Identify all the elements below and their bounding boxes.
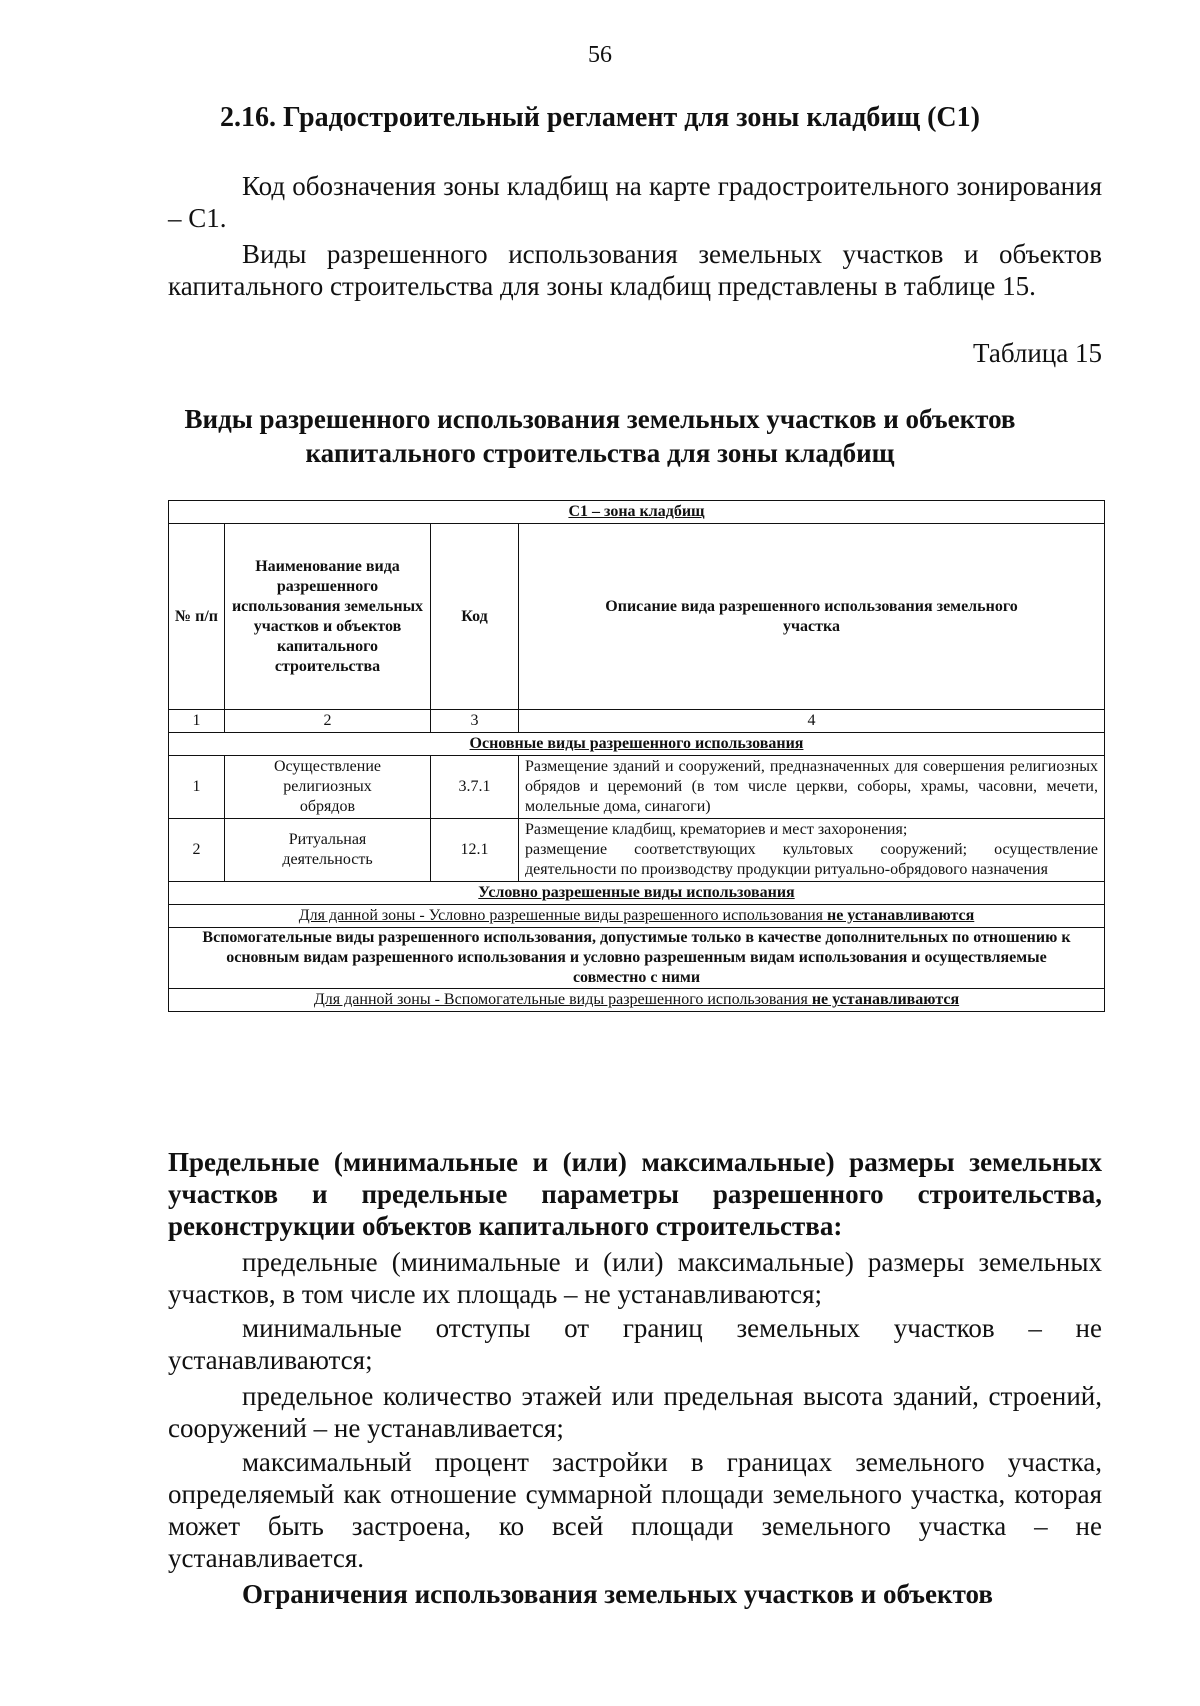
table-label: Таблица 15 xyxy=(973,338,1102,368)
limit-item-plot-size xyxy=(168,1246,1102,1310)
restrictions-heading xyxy=(168,1578,1102,1610)
auxiliary-note-bold: не устанавливаются xyxy=(811,991,960,1008)
main-types-header: Основные виды разрешенного использования xyxy=(169,733,1105,756)
row-2-description-line-1: Размещение кладбищ, крематориев и мест захоронения; xyxy=(525,821,908,838)
auxiliary-note-row xyxy=(169,989,1105,1012)
types-intro-text: Виды разрешенного использования земельных участков и объектов капитального строительства для зоны кладбищ представлены в таблице 15. xyxy=(168,239,1102,301)
column-header-row xyxy=(169,524,1105,710)
restrictions-heading-text: Ограничения использования земельных участков и объектов xyxy=(242,1579,993,1609)
conditional-note-bold: не устанавливаются xyxy=(826,907,975,924)
section-title: 2.16. Градостроительный регламент для зоны кладбищ (С1) xyxy=(220,102,980,133)
page-number: 56 xyxy=(588,42,612,68)
conditional-types-header-row xyxy=(169,882,1105,905)
limit-item-text: минимальные отступы от границ земельных участков – не устанавливаются; xyxy=(168,1313,1102,1375)
auxiliary-note-text: Для данной зоны - Вспомогательные виды разрешенного использования xyxy=(313,991,812,1008)
row-1-code: 3.7.1 xyxy=(431,756,519,819)
limit-item-text: максимальный процент застройки в границах земельного участка, определяемый как отношение суммарной площади земельного участка, которая может быть застроена, ко всей площади земельного участка – не устанавливается. xyxy=(168,1447,1102,1573)
conditional-types-header: Условно разрешенные виды использования xyxy=(169,882,1105,905)
zone-code-paragraph xyxy=(168,170,1102,234)
column-number-row xyxy=(169,710,1105,733)
row-2-name: Ритуальная деятельность xyxy=(225,819,431,882)
row-1-description: Размещение зданий и сооружений, предназначенных для совершения религиозных обрядов и церемоний (в том числе церкви, соборы, храмы, часовни, мечети, молельные дома, синагоги) xyxy=(519,756,1105,819)
main-types-header-row xyxy=(169,733,1105,756)
limit-item-floors xyxy=(168,1380,1102,1444)
table-row xyxy=(169,756,1105,819)
table-title-line-1: Виды разрешенного использования земельных участков и объектов xyxy=(184,404,1016,434)
row-2-num: 2 xyxy=(169,819,225,882)
conditional-note xyxy=(169,905,1105,928)
zone-header: С1 – зона кладбищ xyxy=(169,501,1105,524)
zone-header-row xyxy=(169,501,1105,524)
col-header-code: Код xyxy=(431,524,519,710)
row-2-description xyxy=(519,819,1105,882)
row-2-code: 12.1 xyxy=(431,819,519,882)
row-1-name: Осуществление религиозных обрядов xyxy=(225,756,431,819)
table-title-line-2: капитального строительства для зоны кладбищ xyxy=(305,438,895,468)
conditional-note-text: Для данной зоны - Условно разрешенные виды разрешенного использования xyxy=(298,907,827,924)
permitted-use-table xyxy=(168,500,1105,1012)
col-header-num: № п/п xyxy=(169,524,225,710)
col-header-name: Наименование вида разрешенного использования земельных участков и объектов капитального строительства xyxy=(225,524,431,710)
col-number-2: 2 xyxy=(225,710,431,733)
col-number-3: 3 xyxy=(431,710,519,733)
zone-code-text: Код обозначения зоны кладбищ на карте градостроительного зонирования – С1. xyxy=(168,171,1102,233)
col-header-description: Описание вида разрешенного использования земельного участка xyxy=(519,524,1105,710)
auxiliary-types-header-row xyxy=(169,928,1105,989)
row-1-num: 1 xyxy=(169,756,225,819)
col-number-4: 4 xyxy=(519,710,1105,733)
limits-heading: Предельные (минимальные и (или) максимальные) размеры земельных участков и предельные параметры разрешенного строительства, реконструкции объектов капитального строительства: xyxy=(168,1147,1102,1241)
row-2-description-line-2: размещение соответствующих культовых сооружений; осуществление деятельности по производству продукции ритуально-обрядового назначения xyxy=(525,841,1098,878)
auxiliary-note xyxy=(169,989,1105,1012)
table-row xyxy=(169,819,1105,882)
conditional-note-row xyxy=(169,905,1105,928)
types-intro-paragraph xyxy=(168,238,1102,302)
col-number-1: 1 xyxy=(169,710,225,733)
auxiliary-types-header: Вспомогательные виды разрешенного использования, допустимые только в качестве дополнительных по отношению к основным видам разрешенного использования и условно разрешенным видам использования и осуществляемые совместно с ними xyxy=(169,928,1105,989)
table-title xyxy=(0,402,1200,470)
limit-item-coverage xyxy=(168,1446,1102,1574)
limit-item-text: предельные (минимальные и (или) максимальные) размеры земельных участков, в том числе их площадь – не устанавливаются; xyxy=(168,1247,1102,1309)
limit-item-setbacks xyxy=(168,1312,1102,1376)
limit-item-text: предельное количество этажей или предельная высота зданий, строений, сооружений – не устанавливается; xyxy=(168,1381,1102,1443)
